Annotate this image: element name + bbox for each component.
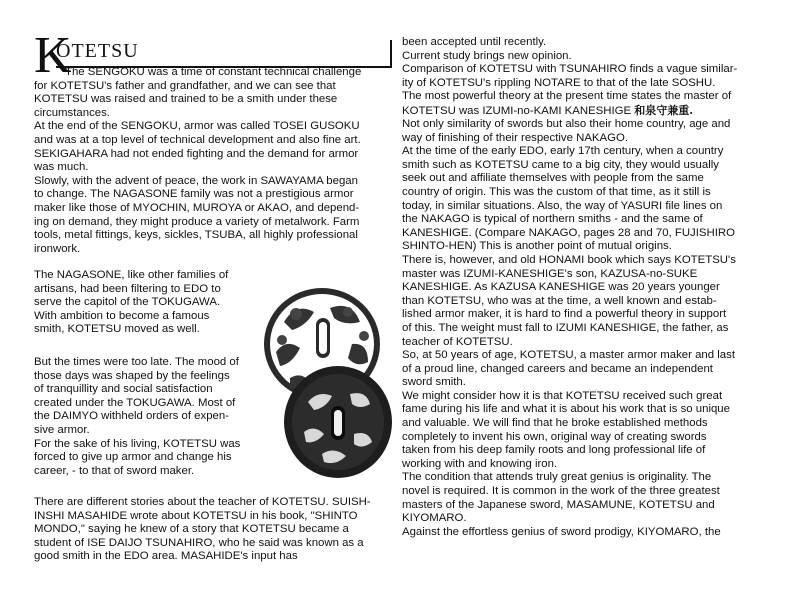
text-line: INSHI MASAHIDE wrote about KOTETSU in his book, "SHINTO [34, 509, 358, 522]
text-line: sive armor. [34, 423, 90, 436]
text-line: SHINTO-HEN) This is another point of mutual origins. [402, 240, 672, 253]
text-line: At the time of the early EDO, early 17th century, when a country [402, 145, 724, 158]
text-line: But the times were too late. The mood of [34, 356, 239, 368]
text-line: than KOTETSU, who was at the time, a well known and estab- [402, 294, 717, 307]
text-line: those days was shaped by the feelings [34, 369, 230, 382]
text-line: to change. The NAGASONE family was not a prestigious armor [34, 188, 354, 201]
text-line: career, - to that of sword maker. [34, 464, 195, 477]
text-line: KANESHIGE. As KAZUSA KANESHIGE was 20 years younger [402, 281, 720, 294]
text-line: master was IZUMI-KANESHIGE's son, KAZUSA-no-SUKE [402, 267, 698, 280]
text-line: So, at 50 years of age, KOTETSU, a master armor maker and last [402, 349, 735, 362]
text-line: ity of KOTETSU's rippling NOTARE to that of the late SOSHU. [402, 76, 716, 89]
right-kanji-line [402, 104, 760, 119]
text-line: tools, metal fittings, keys, sickles, TSUBA, all highly professional [34, 229, 358, 242]
text-line: The condition that attends truly great genius is originality. The [402, 471, 712, 484]
text-line: been accepted until recently. [402, 36, 547, 48]
text-line: today, in similar situations. Also, the way of YASURI file lines on [402, 199, 723, 212]
text-line: smith, KOTETSU moved as well. [34, 323, 200, 336]
left-paragraphs-3 [34, 356, 254, 478]
text-line: Not only similarity of swords but also their home country, age and [402, 118, 731, 130]
left-paragraphs-1 [34, 66, 384, 256]
text-line: the DAIMYO withheld orders of expen- [34, 410, 229, 423]
text-line: KOTETSU was raised and trained to be a smith under these [34, 93, 338, 106]
text-line: fame during his life and what it is about his work that is so unique [402, 403, 730, 416]
text-line: MONDO," saying he knew of a story that KOTETSU became a [34, 523, 349, 536]
left-paragraphs-2 [34, 269, 254, 337]
text-line: good smith in the EDO area. MASAHIDE's input has [34, 550, 298, 563]
text-line: completely to invent his own, original way of creating swords [402, 430, 707, 443]
text-line: circumstances. [34, 106, 110, 119]
text-line: created under the TOKUGAWA. Most of [34, 396, 236, 409]
text-line: There is, however, and old HONAMI book which says KOTETSU's [402, 253, 736, 266]
text-line: serve the capitol of the TOKUGAWA. [34, 296, 221, 309]
text-line: was much. [34, 161, 89, 174]
text-line: The most powerful theory at the present time states the master of [402, 90, 732, 103]
text-line: Against the effortless genius of sword prodigy, KIYOMARO, the [402, 525, 721, 538]
text-line: KIYOMARO. [402, 512, 467, 525]
text-line: masters of the Japanese sword, MASAMUNE, KOTETSU and [402, 498, 715, 511]
text-line: SEKIGAHARA had not ended fighting and the demand for armor [34, 147, 359, 160]
text-line: and valuable. We will find that he broke established methods [402, 417, 708, 430]
text-line: and was at a top level of technical development and also fine art. [34, 133, 361, 146]
title-rule-vertical [390, 40, 392, 67]
text-line: for KOTETSU's father and grandfather, and we can see that [34, 79, 336, 92]
text-line: working with and knowing iron. [402, 457, 558, 470]
text-line: Comparison of KOTETSU with TSUNAHIRO finds a vague similar- [402, 63, 738, 76]
text-line: sword smith. [402, 376, 466, 389]
text-line: There are different stories about the teacher of KOTETSU. SUISH- [34, 496, 371, 508]
right-paragraphs-a [402, 36, 760, 104]
text-line: the NAKAGO is typical of northern smiths - and the same of [402, 213, 703, 226]
text-line: way of finishing of their respective NAKAGO. [402, 131, 629, 144]
text-line: of this. The weight must fall to IZUMI KANESHIGE, the father, as [402, 321, 729, 334]
kanji-line-text: KOTETSU was IZUMI-no-KAMI KANESHIGE [402, 105, 635, 117]
text-line: taken from his deep family roots and long professional life of [402, 444, 706, 457]
text-line: ironwork. [34, 242, 81, 255]
text-line: teacher of KOTETSU. [402, 335, 513, 348]
text-line: seek out and affiliate themselves with people from the same [402, 172, 704, 185]
text-line: of tranquillity and social satisfaction [34, 383, 213, 396]
text-line: novel is required. It is common in the work of the three greatest [402, 485, 720, 498]
text-line: With ambition to become a famous [34, 309, 210, 322]
text-line: At the end of the SENGOKU, armor was called TOSEI GUSOKU [34, 120, 360, 133]
text-line: We might consider how it is that KOTETSU received such great [402, 389, 723, 402]
text-line: of a proud line, changed careers and became an independent [402, 362, 713, 375]
title-initial: K [34, 27, 72, 84]
text-line: KANESHIGE. (Compare NAKAGO, pages 28 and 70, FUJISHIRO [402, 226, 735, 239]
text-line: lished armor maker, it is hard to find a powerful theory in support [402, 308, 727, 321]
left-paragraphs-4 [34, 496, 384, 564]
right-paragraphs-b [402, 118, 760, 539]
text-line: Current study brings new opinion. [402, 49, 572, 62]
text-line: smith such as KOTETSU came to a big city, they would usually [402, 158, 719, 171]
text-line: country of origin. This was the custom of that time, as it still is [402, 185, 711, 198]
text-line: maker like those of MYOCHIN, MUROYA or AKAO, and depend- [34, 201, 360, 214]
text-line: The SENGOKU was a time of constant technical challenge [65, 66, 362, 78]
kanji-name-glyphs: 和泉守兼重. [634, 104, 694, 117]
title-rest: OTETSU [56, 40, 139, 62]
text-line: Slowly, with the advent of peace, the work in SAWAYAMA began [34, 174, 358, 187]
text-line: The NAGASONE, like other families of [34, 269, 229, 281]
text-line: For the sake of his living, KOTETSU was [34, 437, 241, 450]
text-line: artisans, had been filtering to EDO to [34, 282, 221, 295]
text-line: student of ISE DAIJO TSUNAHIRO, who he said was known as a [34, 536, 364, 549]
text-line: forced to give up armor and change his [34, 451, 232, 464]
iron-tsuba-image [284, 366, 392, 478]
tsuba-illustration [256, 282, 394, 480]
text-line: ing on demand, they might produce a variety of metalwork. Farm [34, 215, 360, 228]
